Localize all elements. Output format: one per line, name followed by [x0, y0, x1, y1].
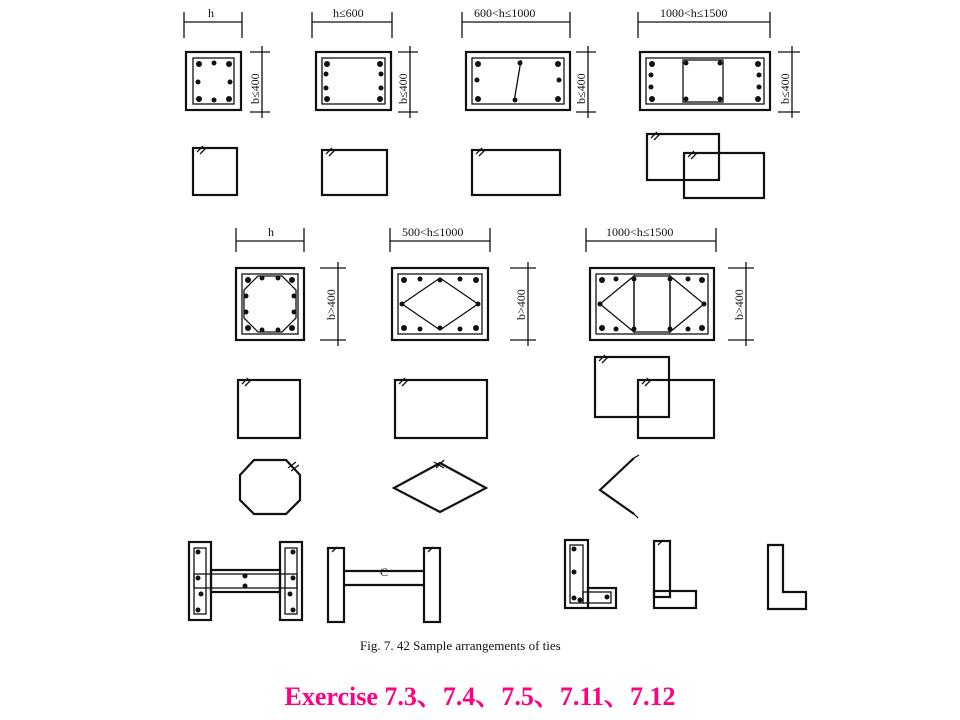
row1-sections — [186, 46, 800, 118]
figure-caption: Fig. 7. 42 Sample arrangements of ties — [360, 638, 561, 653]
dim-label-r3-1: h — [268, 225, 274, 239]
tie-label-c: C — [380, 565, 389, 579]
row3-dimensions — [236, 225, 716, 252]
exercise-heading: Exercise 7.3、7.4、7.5、7.11、7.12 — [284, 682, 676, 711]
side-label-r1-4: b≤400 — [778, 73, 792, 104]
side-label-r3-2: b>400 — [514, 289, 528, 320]
row6-sections — [189, 540, 806, 622]
dim-label-r1-1: h — [208, 6, 214, 20]
row1-dimensions — [184, 6, 770, 38]
row5-ties — [240, 455, 639, 518]
row3-sections — [236, 262, 754, 346]
section-r1-4-outer — [640, 52, 770, 110]
dim-label-r1-4: 1000<h≤1500 — [660, 6, 728, 20]
dim-label-r3-3: 1000<h≤1500 — [606, 225, 674, 239]
row2-ties — [193, 132, 764, 198]
side-label-r3-1: b>400 — [324, 289, 338, 320]
side-label-r1-1: b≤400 — [248, 73, 262, 104]
side-label-r1-3: b≤400 — [574, 73, 588, 104]
dim-label-r1-2: h≤600 — [333, 6, 364, 20]
row4-ties — [238, 355, 714, 438]
side-label-r3-3: b>400 — [732, 289, 746, 320]
dim-label-r1-3: 600<h≤1000 — [474, 6, 536, 20]
dim-label-r3-2: 500<h≤1000 — [402, 225, 464, 239]
side-label-r1-2: b≤400 — [396, 73, 410, 104]
